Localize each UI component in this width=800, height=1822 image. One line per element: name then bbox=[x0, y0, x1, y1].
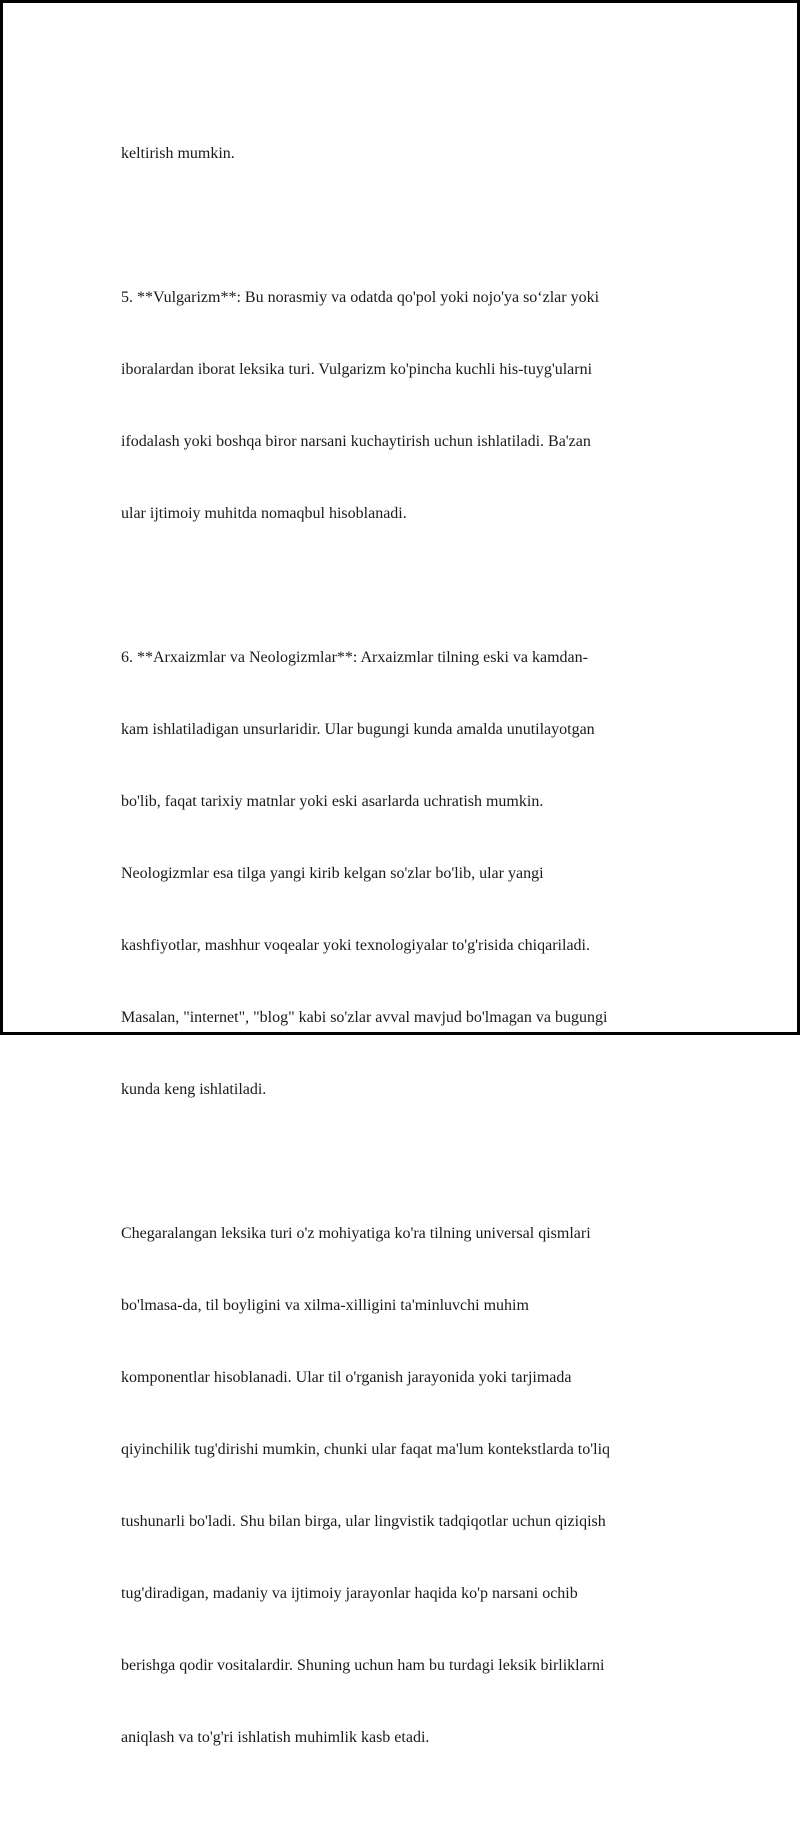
text-line: 5. **Vulgarizm**: Bu norasmiy va odatda qo'pol yoki nojo'ya so‘zlar yoki bbox=[121, 289, 600, 306]
text-line: kunda keng ishlatiladi. bbox=[121, 1081, 267, 1098]
paragraph-intro-tail bbox=[121, 94, 691, 214]
paragraph-arxaizmlar-neologizmlar bbox=[121, 598, 691, 1150]
text-line: Masalan, "internet", "blog" kabi so'zlar avval mavjud bo'lmagan va bugungi bbox=[121, 1009, 608, 1026]
text-line: tushunarli bo'ladi. Shu bilan birga, ular lingvistik tadqiqotlar uchun qiziqish bbox=[121, 1513, 606, 1530]
text-line: Neologizmlar esa tilga yangi kirib kelgan so'zlar bo'lib, ular yangi bbox=[121, 865, 544, 882]
text-line: bo'lmasa-da, til boyligini va xilma-xilligini ta'minluvchi muhim bbox=[121, 1297, 529, 1314]
text-line: qiyinchilik tug'dirishi mumkin, chunki ular faqat ma'lum kontekstlarda to'liq bbox=[121, 1441, 611, 1458]
text-line: berishga qodir vositalardir. Shuning uchun ham bu turdagi leksik birliklarni bbox=[121, 1657, 605, 1674]
document-body bbox=[121, 94, 691, 1822]
text-line: kam ishlatiladigan unsurlaridir. Ular bugungi kunda amalda unutilayotgan bbox=[121, 721, 595, 738]
text-line: kashfiyotlar, mashhur voqealar yoki texnologiyalar to'g'risida chiqariladi. bbox=[121, 937, 590, 954]
text-line: ifodalash yoki boshqa biror narsani kuchaytirish uchun ishlatiladi. Ba'zan bbox=[121, 433, 591, 450]
text-line: bo'lib, faqat tarixiy matnlar yoki eski asarlarda uchratish mumkin. bbox=[121, 793, 544, 810]
text-line: aniqlash va to'g'ri ishlatish muhimlik kasb etadi. bbox=[121, 1729, 430, 1746]
text-line: Chegaralangan leksika turi o'z mohiyatiga ko'ra tilning universal qismlari bbox=[121, 1225, 591, 1242]
text-line: 6. **Arxaizmlar va Neologizmlar**: Arxaizmlar tilning eski va kamdan- bbox=[121, 649, 588, 666]
text-line: keltirish mumkin. bbox=[121, 145, 235, 162]
text-line: ular ijtimoiy muhitda nomaqbul hisoblanadi. bbox=[121, 505, 407, 522]
paragraph-conclusion bbox=[121, 1174, 691, 1798]
text-line: iboralardan iborat leksika turi. Vulgarizm ko'pincha kuchli his-tuyg'ularni bbox=[121, 361, 593, 378]
text-line: tug'diradigan, madaniy va ijtimoiy jarayonlar haqida ko'p narsani ochib bbox=[121, 1585, 578, 1602]
text-line: komponentlar hisoblanadi. Ular til o'rganish jarayonida yoki tarjimada bbox=[121, 1369, 572, 1386]
paragraph-vulgarizm bbox=[121, 238, 691, 574]
